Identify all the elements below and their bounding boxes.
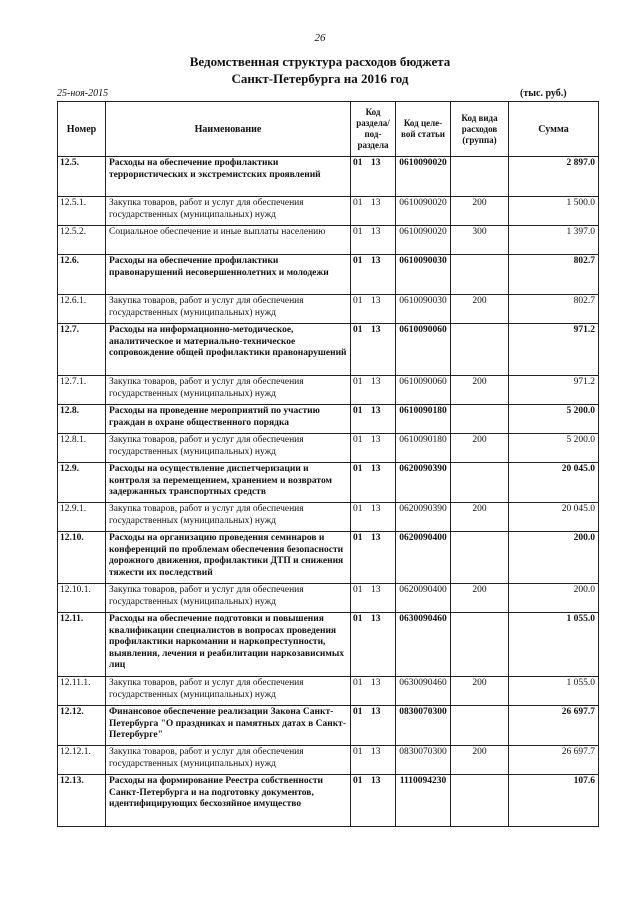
- row-section: 01: [353, 614, 363, 624]
- row-target-code: 0620090390: [396, 463, 451, 503]
- row-sum: 26 697.7: [509, 746, 599, 775]
- row-name: Закупка товаров, работ и услуг для обеспечения государственных (муниципальных) нужд: [106, 376, 351, 405]
- row-section: 01: [353, 533, 363, 543]
- row-expense-type: [451, 405, 509, 434]
- table-row: [58, 584, 599, 613]
- row-section: 01: [353, 406, 363, 416]
- row-section-code: [351, 255, 396, 295]
- row-section: 01: [353, 377, 363, 387]
- row-name: Социальное обеспечение и иные выплаты населению: [106, 226, 351, 255]
- row-subsection: 13: [371, 585, 381, 595]
- row-subsection: 13: [371, 377, 381, 387]
- row-section: 01: [353, 435, 363, 445]
- row-sum: 5 200.0: [509, 405, 599, 434]
- row-subsection: 13: [371, 198, 381, 208]
- row-sum: 802.7: [509, 255, 599, 295]
- row-sum: 1 397.0: [509, 226, 599, 255]
- row-subsection: 13: [371, 227, 381, 237]
- row-number: 12.5.1.: [58, 197, 106, 226]
- row-section-code: [351, 706, 396, 746]
- row-target-code: 0610090030: [396, 295, 451, 324]
- header-name: Наименование: [106, 102, 351, 157]
- row-name: Финансовое обеспечение реализации Закона Санкт-Петербурга "О праздниках и памятных датах в Санкт-Петербурге": [106, 706, 351, 746]
- row-target-code: 0610090060: [396, 324, 451, 376]
- document-title-line-1: Ведомственная структура расходов бюджета: [189, 54, 451, 69]
- row-target-code: 0610090020: [396, 197, 451, 226]
- table-row: [58, 197, 599, 226]
- row-section-code: [351, 463, 396, 503]
- row-number: 12.8.1.: [58, 434, 106, 463]
- row-sum: 802.7: [509, 295, 599, 324]
- table-row: [58, 677, 599, 706]
- row-expense-type: [451, 157, 509, 197]
- row-target-code: 0620090400: [396, 532, 451, 584]
- table-row: [58, 226, 599, 255]
- row-expense-type: [451, 324, 509, 376]
- row-expense-type: 200: [451, 376, 509, 405]
- table-row: [58, 434, 599, 463]
- table-header-row: [58, 102, 599, 157]
- row-number: 12.9.1.: [58, 503, 106, 532]
- row-subsection: 13: [371, 504, 381, 514]
- row-number: 12.11.: [58, 613, 106, 677]
- row-section: 01: [353, 776, 363, 786]
- row-target-code: 0610090030: [396, 255, 451, 295]
- row-expense-type: 200: [451, 295, 509, 324]
- row-expense-type: 200: [451, 434, 509, 463]
- document-date: 25-ноя-2015: [57, 88, 109, 99]
- row-name: Закупка товаров, работ и услуг для обеспечения государственных (муниципальных) нужд: [106, 295, 351, 324]
- row-section: 01: [353, 707, 363, 717]
- row-sum: 107.6: [509, 775, 599, 827]
- row-number: 12.7.: [58, 324, 106, 376]
- row-section: 01: [353, 227, 363, 237]
- row-sum: 20 045.0: [509, 503, 599, 532]
- row-section: 01: [353, 678, 363, 688]
- row-name: Закупка товаров, работ и услуг для обеспечения государственных (муниципальных) нужд: [106, 746, 351, 775]
- row-name: Расходы на обеспечение профилактики правонарушений несовершеннолетних и молодежи: [106, 255, 351, 295]
- row-sum: 1 055.0: [509, 677, 599, 706]
- row-section-code: [351, 677, 396, 706]
- row-expense-type: 300: [451, 226, 509, 255]
- units-label: (тыс. руб.): [520, 88, 567, 99]
- row-subsection: 13: [371, 406, 381, 416]
- row-section: 01: [353, 585, 363, 595]
- row-subsection: 13: [371, 256, 381, 266]
- row-section: 01: [353, 325, 363, 335]
- row-section-code: [351, 746, 396, 775]
- row-section-code: [351, 584, 396, 613]
- row-section: 01: [353, 504, 363, 514]
- row-subsection: 13: [371, 464, 381, 474]
- table-row: [58, 157, 599, 197]
- table-row: [58, 255, 599, 295]
- row-sum: 971.2: [509, 376, 599, 405]
- row-number: 12.12.1.: [58, 746, 106, 775]
- row-number: 12.10.1.: [58, 584, 106, 613]
- row-section: 01: [353, 296, 363, 306]
- row-target-code: 0630090460: [396, 613, 451, 677]
- row-sum: 971.2: [509, 324, 599, 376]
- row-expense-type: 200: [451, 677, 509, 706]
- row-section-code: [351, 532, 396, 584]
- row-name: Закупка товаров, работ и услуг для обеспечения государственных (муниципальных) нужд: [106, 677, 351, 706]
- row-section-code: [351, 197, 396, 226]
- row-section-code: [351, 503, 396, 532]
- row-expense-type: [451, 775, 509, 827]
- budget-table: [57, 101, 599, 827]
- row-name: Расходы на информационно-методическое, аналитическое и материально-техническое сопровождение общей профилактики правонарушений: [106, 324, 351, 376]
- row-number: 12.10.: [58, 532, 106, 584]
- row-section-code: [351, 157, 396, 197]
- table-row: [58, 503, 599, 532]
- row-name: Расходы на осуществление диспетчеризации и контроля за перемещением, хранением и возвратом задержанных транспортных средств: [106, 463, 351, 503]
- row-target-code: 1110094230: [396, 775, 451, 827]
- row-number: 12.5.2.: [58, 226, 106, 255]
- table-row: [58, 746, 599, 775]
- header-sum: Сумма: [509, 102, 599, 157]
- row-section-code: [351, 226, 396, 255]
- table-row: [58, 405, 599, 434]
- row-expense-type: 200: [451, 503, 509, 532]
- table-row: [58, 376, 599, 405]
- row-section-code: [351, 613, 396, 677]
- table-row: [58, 463, 599, 503]
- row-target-code: 0610090020: [396, 226, 451, 255]
- row-subsection: 13: [371, 707, 381, 717]
- row-expense-type: [451, 613, 509, 677]
- row-number: 12.12.: [58, 706, 106, 746]
- row-expense-type: 200: [451, 584, 509, 613]
- header-target-code: Код целе- вой статьи: [396, 102, 451, 157]
- row-subsection: 13: [371, 435, 381, 445]
- page-number: 26: [314, 32, 326, 44]
- row-section: 01: [353, 198, 363, 208]
- row-name: Закупка товаров, работ и услуг для обеспечения государственных (муниципальных) нужд: [106, 503, 351, 532]
- row-name: Закупка товаров, работ и услуг для обеспечения государственных (муниципальных) нужд: [106, 434, 351, 463]
- row-subsection: 13: [371, 776, 381, 786]
- row-name: Закупка товаров, работ и услуг для обеспечения государственных (муниципальных) нужд: [106, 197, 351, 226]
- row-section-code: [351, 775, 396, 827]
- document-title-line-2: Санкт-Петербурга на 2016 год: [231, 71, 409, 86]
- row-sum: 2 897.0: [509, 157, 599, 197]
- row-name: Закупка товаров, работ и услуг для обеспечения государственных (муниципальных) нужд: [106, 584, 351, 613]
- row-section-code: [351, 376, 396, 405]
- table-row: [58, 706, 599, 746]
- row-expense-type: [451, 255, 509, 295]
- row-section-code: [351, 324, 396, 376]
- row-section-code: [351, 295, 396, 324]
- header-section-code: Код раздела/ под- раздела: [351, 102, 396, 157]
- row-target-code: 0610090180: [396, 434, 451, 463]
- row-target-code: 0630090460: [396, 677, 451, 706]
- row-subsection: 13: [371, 325, 381, 335]
- row-target-code: 0610090180: [396, 405, 451, 434]
- row-target-code: 0610090020: [396, 157, 451, 197]
- row-target-code: 0830070300: [396, 706, 451, 746]
- row-section-code: [351, 434, 396, 463]
- row-number: 12.6.1.: [58, 295, 106, 324]
- row-sum: 200.0: [509, 532, 599, 584]
- table-row: [58, 532, 599, 584]
- row-number: 12.5.: [58, 157, 106, 197]
- row-expense-type: [451, 463, 509, 503]
- row-sum: 200.0: [509, 584, 599, 613]
- row-number: 12.8.: [58, 405, 106, 434]
- row-subsection: 13: [371, 533, 381, 543]
- row-target-code: 0620090400: [396, 584, 451, 613]
- table-row: [58, 613, 599, 677]
- row-target-code: 0830070300: [396, 746, 451, 775]
- row-section: 01: [353, 464, 363, 474]
- row-section: 01: [353, 158, 363, 168]
- row-name: Расходы на обеспечение профилактики террористических и экстремистских проявлений: [106, 157, 351, 197]
- row-sum: 1 055.0: [509, 613, 599, 677]
- row-section: 01: [353, 747, 363, 757]
- row-expense-type: 200: [451, 197, 509, 226]
- row-subsection: 13: [371, 158, 381, 168]
- row-expense-type: 200: [451, 746, 509, 775]
- table-row: [58, 324, 599, 376]
- row-target-code: 0610090060: [396, 376, 451, 405]
- row-subsection: 13: [371, 296, 381, 306]
- row-section-code: [351, 405, 396, 434]
- row-subsection: 13: [371, 678, 381, 688]
- header-expense-type-code: Код вида расходов (группа): [451, 102, 509, 157]
- row-number: 12.11.1.: [58, 677, 106, 706]
- row-target-code: 0620090390: [396, 503, 451, 532]
- row-subsection: 13: [371, 614, 381, 624]
- row-number: 12.6.: [58, 255, 106, 295]
- row-subsection: 13: [371, 747, 381, 757]
- row-sum: 20 045.0: [509, 463, 599, 503]
- row-name: Расходы на обеспечение подготовки и повышения квалификации специалистов в вопросах проведения профилактики наркомании и наркопреступности, выявления, лечения и реабилитации наркозависимых лиц: [106, 613, 351, 677]
- row-expense-type: [451, 532, 509, 584]
- row-sum: 1 500.0: [509, 197, 599, 226]
- table-row: [58, 295, 599, 324]
- row-name: Расходы на проведение мероприятий по участию граждан в охране общественного порядка: [106, 405, 351, 434]
- table-row: [58, 775, 599, 827]
- row-name: Расходы на организацию проведения семинаров и конференций по проблемам обеспечения безопасности дорожного движения, профилактики ДТП и снижения тяжести их последствий: [106, 532, 351, 584]
- row-sum: 26 697.7: [509, 706, 599, 746]
- row-number: 12.7.1.: [58, 376, 106, 405]
- row-expense-type: [451, 706, 509, 746]
- row-number: 12.13.: [58, 775, 106, 827]
- row-section: 01: [353, 256, 363, 266]
- header-number: Номер: [58, 102, 106, 157]
- row-number: 12.9.: [58, 463, 106, 503]
- row-name: Расходы на формирование Реестра собственности Санкт-Петербурга и на подготовку документов, идентифицирующих бесхозяйное имущество: [106, 775, 351, 827]
- row-sum: 5 200.0: [509, 434, 599, 463]
